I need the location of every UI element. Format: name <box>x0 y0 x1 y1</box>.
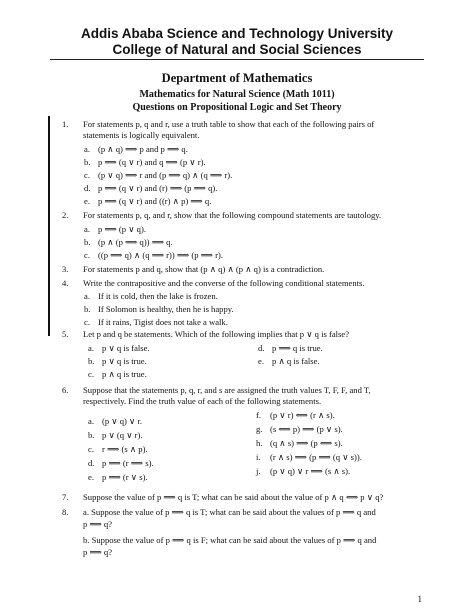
q4-item: If it is cold, then the lake is frozen. <box>98 291 218 301</box>
q6-item-label: g. <box>256 424 263 434</box>
q5-item-label: d. <box>258 343 265 353</box>
q6-item-label: f. <box>256 410 262 420</box>
q6-text: Suppose that the statements p, q, r, and s are assigned the truth values T, F, F, and T, <box>83 385 371 395</box>
q7-number: 7. <box>62 492 69 502</box>
q5-item: p ⟹ q is true. <box>272 343 323 353</box>
q2-item: (p ∧ (p ⟹ q)) ⟹ q. <box>98 237 173 247</box>
q2-item-label: a. <box>84 224 90 234</box>
q3-number: 3. <box>62 264 69 274</box>
q8-part-b-cont: p ⟹ q? <box>83 547 113 557</box>
q2-item: ((p ⟹ q) ∧ (q ⟹ r)) ⟹ (p ⟹ r). <box>98 250 224 260</box>
q6-item: (p ∨ q) ∨ r ⟹ (s ∧ s). <box>270 466 351 476</box>
q6-item-label: b. <box>88 430 95 440</box>
q1-item-label: e. <box>84 196 90 206</box>
q6-item: p ⟹ (r ⟹ s). <box>102 458 154 468</box>
q4-item: If it rains, Tigist does not take a walk. <box>98 317 228 327</box>
q6-item: (q ∧ s) ⟹ (p ⟺ s). <box>270 438 343 448</box>
q6-item-label: d. <box>88 458 95 468</box>
q1-text-cont: statements is logically equivalent. <box>83 130 200 140</box>
q6-item: (p ∨ r) ⟺ (r ∧ s). <box>270 410 335 420</box>
q5-number: 5. <box>62 329 69 339</box>
q8-part-a-cont: p ⟹ q? <box>83 519 113 529</box>
q6-item: (r ∧ s) ⟹ (p ⟹ (q ∨ s)). <box>270 452 362 462</box>
q2-item-label: b. <box>84 237 91 247</box>
q8-part-a: a. Suppose the value of p ⟹ q is T; what can be said about the values of p ⟹ q and <box>83 507 376 517</box>
department-title: Department of Mathematics <box>161 71 313 85</box>
q4-item-label: b. <box>84 304 91 314</box>
q4-item: If Solomon is healthy, then he is happy. <box>98 304 234 314</box>
q2-item-label: c. <box>84 250 90 260</box>
q6-text-cont: respectively. Find the truth value of each of the following statements. <box>83 396 322 406</box>
q1-item-label: a. <box>84 144 90 154</box>
q5-item-label: c. <box>88 369 94 379</box>
q7-text: Suppose the value of p ⟹ q is T; what can be said about the value of p ∧ q ⟺ p ∨ q? <box>83 492 384 502</box>
q2-number: 2. <box>62 210 69 220</box>
q4-item-label: c. <box>84 317 90 327</box>
q5-item: p ∧ q is true. <box>102 369 147 379</box>
q6-item: p ∨ (q ∨ r). <box>102 430 143 440</box>
q1-item: p ⟹ (q ∨ r) and (r) ⟹ (p ⟹ q). <box>98 183 218 193</box>
q8-number: 8. <box>62 507 69 517</box>
q2-text: For statements p, q, and r, show that the following compound statements are tautology. <box>83 210 382 220</box>
q1-item-label: c. <box>84 170 90 180</box>
q6-item-label: h. <box>256 438 263 448</box>
q6-item-label: c. <box>88 444 94 454</box>
q1-item-label: d. <box>84 183 91 193</box>
q1-item: p ⟹ (q ∨ r) and q ⟹ (p ∨ r). <box>98 157 206 167</box>
page-number: 1 <box>417 594 422 604</box>
q6-item: (p ∨ q) ∨ r. <box>102 416 143 426</box>
q6-item: r ⟹ (s ∧ p). <box>102 444 148 454</box>
q1-text: For statements p, q and r, use a truth table to show that each of the following pairs of <box>83 119 375 129</box>
q6-number: 6. <box>62 385 69 395</box>
q3-text: For statements p and q, show that (p ∧ q) ∧ (p ∧ q) is a contradiction. <box>83 264 325 274</box>
q6-item-label: j. <box>256 466 261 476</box>
q4-number: 4. <box>62 278 69 288</box>
q1-item: (p ∨ q) ⟹ r and (p ⟹ q) ∧ (q ⟹ r). <box>98 170 233 180</box>
q5-text: Let p and q be statements. Which of the following implies that p ∨ q is false? <box>83 329 350 339</box>
q6-item: p ⟹ (r ∨ s). <box>102 472 148 482</box>
university-name: Addis Ababa Science and Technology University <box>80 26 394 41</box>
q4-text: Write the contrapositive and the converse of the following conditional statements. <box>83 278 365 288</box>
q1-item: (p ∧ q) ⟹ p and p ⟹ q. <box>98 144 188 154</box>
q5-item: p ∨ q is true. <box>102 356 147 366</box>
q6-item-label: a. <box>88 416 94 426</box>
q8-part-b: b. Suppose the value of p ⟹ q is F; what can be said about the values of p ⟹ q and <box>83 535 377 545</box>
header-rule <box>50 59 424 60</box>
q5-item: p ∨ q is false. <box>102 343 150 353</box>
course-title: Mathematics for Natural Science (Math 1011) <box>139 89 335 100</box>
q5-item: p ∧ q is false. <box>272 356 320 366</box>
q1-number: 1. <box>62 119 69 129</box>
q5-item-label: e. <box>258 356 264 366</box>
q6-item: (s ⟺ p) ⟹ (p ∨ s). <box>270 424 343 434</box>
q6-item-label: e. <box>88 472 94 482</box>
q1-item: p ⟹ (q ∨ r) and ((r) ∧ p) ⟹ q. <box>98 196 212 206</box>
q4-item-label: a. <box>84 291 90 301</box>
margin-bar <box>48 116 50 336</box>
college-name: College of Natural and Social Sciences <box>112 42 362 57</box>
q2-item: p ⟹ (p ∨ q). <box>98 224 146 234</box>
q5-item-label: a. <box>88 343 94 353</box>
q5-item-label: b. <box>88 356 95 366</box>
q1-item-label: b. <box>84 157 91 167</box>
q6-item-label: i. <box>256 452 261 462</box>
topic-title: Questions on Propositional Logic and Set Theory <box>132 102 342 113</box>
